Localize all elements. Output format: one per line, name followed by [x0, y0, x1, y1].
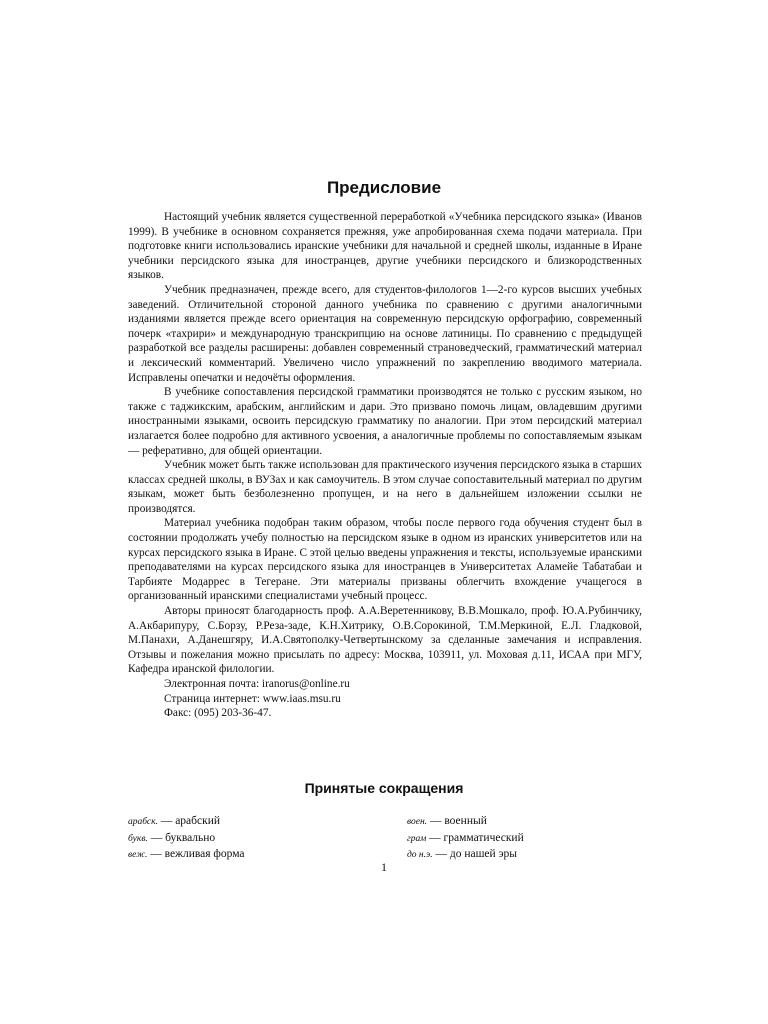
- abbreviation-meaning: — грамматический: [429, 831, 524, 844]
- abbreviation-item: [128, 831, 245, 848]
- abbreviation-item: [128, 814, 245, 831]
- abbreviations-left-column: [128, 814, 245, 864]
- abbreviations-title: Принятые сокращения: [304, 780, 464, 796]
- paragraph: Материал учебника подобран таким образом, чтобы после первого года обучения студент был в состоянии продолжать учебу полностью на персидском языке в одном из иранских университетов или на курсах персидского языка в Иране. С этой целью введены упражнения и тексты, используемые иранскими преподавателями на курсах персидского языка для иностранцев в Университетах Аламейе Табатабаи и Тарбияте Модаррес в Тегеране. Эти материалы призваны облегчить вхождение учащегося в организованный иранскими специалистами учебный процесс.: [128, 517, 642, 603]
- abbreviation: веж.: [128, 850, 148, 860]
- abbreviations-right-column: [407, 814, 524, 864]
- contact-email: Электронная почта: iranorus@online.ru: [164, 678, 350, 690]
- page-number: 1: [381, 860, 387, 874]
- abbreviation: арабск.: [128, 817, 158, 827]
- preface-body: [128, 210, 642, 721]
- abbreviation-meaning: — военный: [429, 815, 487, 827]
- paragraph: Настоящий учебник является существенной переработкой «Учебника персидского языка» (Иванов 1999). В учебнике в основном сохраняется прежняя, уже апробированная схема подачи материала. При подготовке книги использовались иранские учебники для начальной и средней школы, изданные в Иране учебники персидского языка для иностранцев, другие учебники персидского и близкородственных языков.: [128, 211, 642, 282]
- page-title: Предисловие: [326, 178, 442, 197]
- abbreviation-item: [407, 814, 524, 831]
- abbreviation-meaning: — буквально: [150, 831, 216, 844]
- abbreviation-item: [407, 831, 524, 848]
- abbreviation: грам: [407, 833, 427, 844]
- abbreviation: до н.э.: [407, 850, 433, 860]
- abbreviation-meaning: — вежливая форма: [150, 848, 245, 860]
- paragraph: Авторы приносят благодарность проф. А.А.Веретенникову, В.В.Мошкало, проф. Ю.А.Рубинчику, А.Акбарипуру, С.Борзу, Р.Реза-заде, К.Н.Хитрику, О.В.Сорокиной, Т.М.Меркиной, Е.Л. Гладковой, М.Панахи, А.Данешгяру, И.А.Святополку-Четвертынскому за сделанные замечания и исправления. Отзывы и пожелания можно присылать по адресу: Москва, 103911, ул. Моховая д.11, ИСАА при МГУ, Кафедра иранской филологии.: [128, 605, 642, 676]
- paragraph: Учебник может быть также использован для практического изучения персидского языка в старших классах средней школы, в ВУЗах и как самоучитель. В этом случае сопоставительный материал по другим языкам, может быть безболезненно пропущен, и на него в дальнейшем изложении ссылки не производятся.: [128, 459, 642, 515]
- abbreviation: воен.: [407, 817, 428, 827]
- paragraph: В учебнике сопоставления персидской грамматики производятся не только с русским языком, но также с таджикским, арабским, английским и дари. Это призвано помочь лицам, овладевшим другими иностранными языками, освоить персидскую грамматику по аналогии. При этом персидский материал излагается более подробно для активного усвоения, а аналогичные проблемы по сопоставляемым языкам — реферативно, для общей ориентации.: [128, 386, 642, 457]
- abbreviation: букв.: [128, 833, 148, 844]
- abbreviation-meaning: — до нашей эры: [435, 848, 517, 860]
- contact-website: Страница интернет: www.iaas.msu.ru: [164, 692, 341, 705]
- contact-fax: Факс: (095) 203-36-47.: [164, 707, 272, 720]
- abbreviation-meaning: — арабский: [160, 815, 221, 827]
- paragraph: Учебник предназначен, прежде всего, для студентов-филологов 1—2-го курсов высших учебных заведений. Отличительной стороной данного учебника по сравнению с другими аналогичными изданиями является прежде всего ориентация на современную персидскую орфографию, современный почерк «тахрири» и международную транскрипцию на основе латиницы. По сравнению с предыдущей разработкой все разделы расширены: добавлен современный страноведческий, грамматический материал и лексический комментарий. Увеличено число упражнений по закреплению вводимого материала. Исправлены опечатки и недочёты оформления.: [128, 283, 642, 384]
